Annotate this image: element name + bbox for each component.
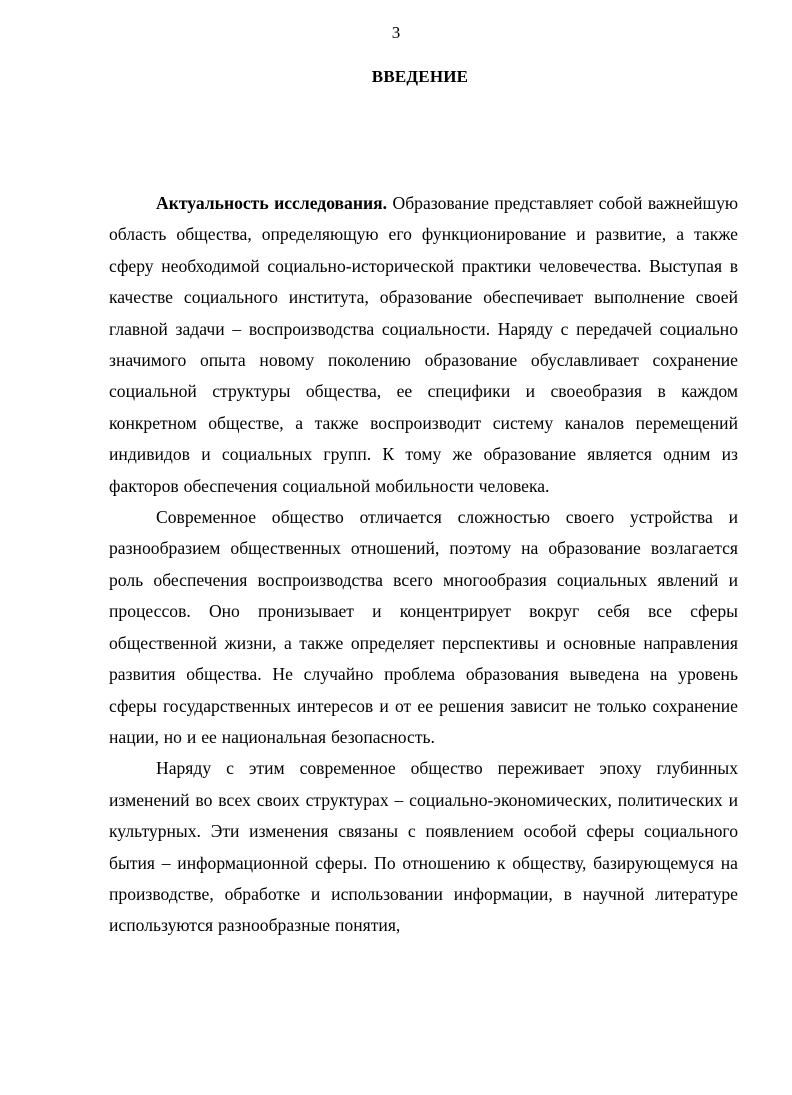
paragraph-modern-society: Современное общество отличается сложностью своего устройства и разнообразием общественных отношений, поэтому на образование возлагается роль обеспечения воспроизводства всего многообразия социальных явлений и процессов. Оно пронизывает и концентрирует вокруг себя все сферы общественной жизни, а также определяет перспективы и основные направления развития общества. Не случайно проблема образования выведена на уровень сферы государственных интересов и от ее решения зависит не только сохранение нации, но и ее национальная безопасность.	[109, 507, 738, 747]
page-number: 3	[391, 23, 401, 42]
section-heading: ВВЕДЕНИЕ	[371, 67, 469, 86]
relevance-lead: Актуальность исследования.	[156, 193, 388, 213]
relevance-text: Образование представляет собой важнейшую область общества, определяющую его функционирование и развитие, а также сферу необходимой социально-исторической практики человечества. Выступая в качестве социального института, образование обеспечивает выполнение своей главной задачи – воспроизводства социальности. Наряду с передачей социально значимого опыта новому поколению образование обуславливает сохранение социальной структуры общества, ее специфики и своеобразия в каждом конкретном обществе, а также воспроизводит систему каналов перемещений индивидов и социальных групп. К тому же образование является одним из факторов обеспечения социальной мобильности человека.	[109, 193, 739, 496]
paragraph-relevance	[109, 188, 738, 502]
body-text	[109, 188, 738, 942]
paragraph-information-sphere: Наряду с этим современное общество переживает эпоху глубинных изменений во всех своих структурах – социально-экономических, политических и культурных. Эти изменения связаны с появлением особой сферы социального бытия – информационной сферы. По отношению к обществу, базирующемуся на производстве, обработке и использовании информации, в научной литературе используются разнообразные понятия,	[109, 758, 738, 936]
